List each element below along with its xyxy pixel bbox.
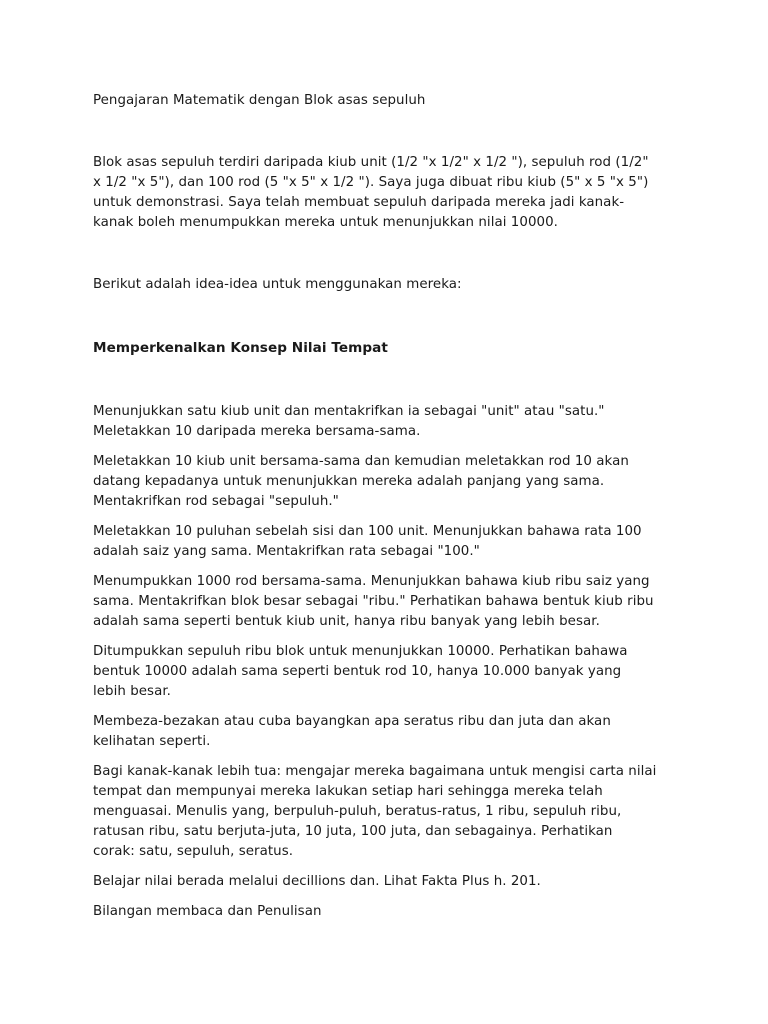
paragraph-unit-cube: Menunjukkan satu kiub unit dan mentakrifkan ia sebagai "unit" atau "satu." Meletakkan 10 daripada mereka bersama-sama. <box>93 404 605 439</box>
paragraph-older-children: Bagi kanak-kanak lebih tua: mengajar mereka bagaimana untuk mengisi carta nilai tempat dan mempunyai mereka lakukan setiap hari sehingga mereka telah menguasai. Menulis yang, berpuluh-puluh, beratus-ratus, 1 ribu, sepuluh ribu, ratusan ribu, satu berjuta-juta, 10 juta, 100 juta, dan sebagainya. Perhatikan corak: satu, sepuluh, seratus. <box>93 764 657 859</box>
paragraph-reading-writing: Bilangan membaca dan Penulisan <box>93 904 322 919</box>
section-heading: Memperkenalkan Konsep Nilai Tempat <box>93 340 388 356</box>
paragraph-flat-hundred: Meletakkan 10 puluhan sebelah sisi dan 100 unit. Menunjukkan bahawa rata 100 adalah saiz yang sama. Mentakrifkan rata sebagai "100." <box>93 524 642 559</box>
document-title: Pengajaran Matematik dengan Blok asas sepuluh <box>93 93 426 108</box>
paragraph-imagine: Membeza-bezakan atau cuba bayangkan apa seratus ribu dan juta dan akan kelihatan seperti. <box>93 714 611 749</box>
paragraph-ten-thousand: Ditumpukkan sepuluh ribu blok untuk menunjukkan 10000. Perhatikan bahawa bentuk 10000 adalah sama seperti bentuk rod 10, hanya 10.000 banyak yang lebih besar. <box>93 644 628 699</box>
paragraph-rod-ten: Meletakkan 10 kiub unit bersama-sama dan kemudian meletakkan rod 10 akan datang kepadanya untuk menunjukkan mereka adalah panjang yang sama. Mentakrifkan rod sebagai "sepuluh." <box>93 454 629 509</box>
paragraph-cube-thousand: Menumpukkan 1000 rod bersama-sama. Menunjukkan bahawa kiub ribu saiz yang sama. Mentakrifkan blok besar sebagai "ribu." Perhatikan bahawa bentuk kiub ribu adalah sama seperti bentuk kiub unit, hanya ribu banyak yang lebih besar. <box>93 574 654 629</box>
paragraph-decillions: Belajar nilai berada melalui decillions dan. Lihat Fakta Plus h. 201. <box>93 874 541 889</box>
ideas-intro: Berikut adalah idea-idea untuk menggunakan mereka: <box>93 277 462 292</box>
intro-paragraph: Blok asas sepuluh terdiri daripada kiub unit (1/2 "x 1/2" x 1/2 "), sepuluh rod (1/2" x 1/2 "x 5"), dan 100 rod (5 "x 5" x 1/2 "). Saya juga dibuat ribu kiub (5" x 5 "x 5") untuk demonstrasi. Saya telah membuat sepuluh daripada mereka jadi kanak- kanak boleh menumpukkan mereka untuk menunjukkan nilai 10000. <box>93 155 649 230</box>
